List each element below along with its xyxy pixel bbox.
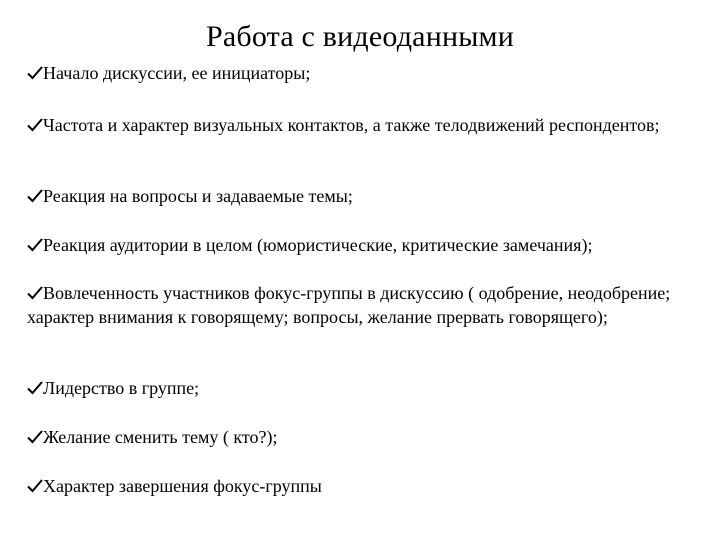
- bullet-text: Частота и характер визуальных контактов, а также телодвижений респондентов;: [43, 115, 660, 135]
- bullet-text: Желание сменить тему ( кто?);: [43, 427, 278, 447]
- bullet-item: [27, 281, 697, 329]
- slide-title: Работа с видеоданными: [206, 20, 514, 53]
- checkmark-icon: [27, 238, 43, 252]
- bullet-text: Реакция на вопросы и задаваемые темы;: [43, 186, 353, 206]
- bullet-item: [27, 233, 697, 257]
- checkmark-icon: [27, 381, 43, 395]
- bullet-item: [27, 184, 697, 208]
- bullet-text: Вовлеченность участников фокус-группы в дискуссию ( одобрение, неодобрение; характер внимания к говорящему; вопросы, желание прервать говорящего);: [27, 283, 671, 327]
- checkmark-icon: [27, 66, 43, 80]
- bullet-item: [27, 113, 697, 137]
- bullet-text: Реакция аудитории в целом (юмористические, критические замечания);: [43, 235, 593, 255]
- bullet-item: [27, 376, 697, 400]
- checkmark-icon: [27, 479, 43, 493]
- bullet-text: Характер завершения фокус-группы: [43, 476, 322, 496]
- bullet-item: [27, 425, 697, 449]
- checkmark-icon: [27, 286, 43, 300]
- bullet-text: Лидерство в группе;: [43, 378, 200, 398]
- bullet-item: [27, 474, 697, 498]
- checkmark-icon: [27, 430, 43, 444]
- checkmark-icon: [27, 189, 43, 203]
- checkmark-icon: [27, 118, 43, 132]
- bullet-item: [27, 61, 697, 85]
- bullet-text: Начало дискуссии, ее инициаторы;: [43, 63, 311, 83]
